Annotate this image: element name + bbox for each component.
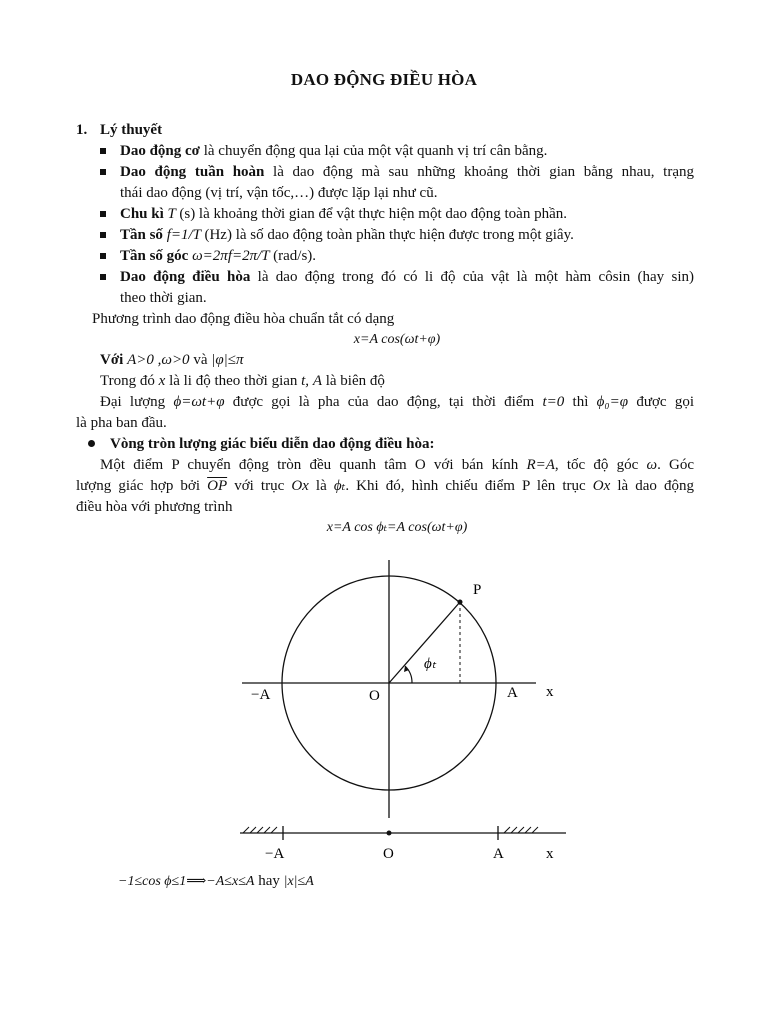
with-condition: A>0 ,ω>0 xyxy=(127,352,190,368)
phase-math: ϕ=ωt+φ xyxy=(173,394,225,410)
with-label: Với xyxy=(100,352,124,368)
axis-label-a: A xyxy=(493,846,504,862)
point-p xyxy=(458,600,463,605)
where-x: x xyxy=(158,373,166,389)
phase-text: Đại lượng xyxy=(100,394,174,410)
label-p: P xyxy=(473,582,482,598)
phase-line-2: là pha ban đầu. xyxy=(76,415,167,431)
bullet-continuation: theo thời gian. xyxy=(120,290,207,306)
with-and: và xyxy=(193,352,208,368)
circle-math: Ox xyxy=(592,478,611,494)
bullet-text: (Hz) là số dao động toàn phần thực hiện được trong một giây. xyxy=(204,227,574,243)
bullet-math: T xyxy=(163,206,180,222)
bullet-text: là dao động trong đó có li độ của vật là một hàm côsin (hay sin) xyxy=(250,269,694,285)
label-a: A xyxy=(507,685,518,701)
bullet-math: ω=2πf=2π/T xyxy=(188,248,274,264)
where-A: A xyxy=(312,373,322,389)
bullet-text: (s) là khoảng thời gian để vật thực hiện một dao động toàn phần. xyxy=(179,206,568,222)
axis-label-o: O xyxy=(383,846,394,862)
circle-math: Ox xyxy=(291,478,309,494)
bullet-continuation: thái dao động (vị trí, vận tốc,…) được lặp lại như cũ. xyxy=(120,185,438,201)
label-o: O xyxy=(369,688,380,704)
circle-paragraph-end: điều hòa với phương trình xyxy=(76,499,233,515)
where-t: t, xyxy=(301,373,310,389)
bullet-term: Tần số xyxy=(120,227,163,243)
equation-1: x=A cos(ωt+φ) xyxy=(353,332,441,347)
bottom-eq-hay: hay xyxy=(258,873,280,889)
label-x: x xyxy=(546,684,554,700)
circle-heading: Vòng tròn lượng giác biểu diễn dao động điều hòa: xyxy=(110,436,435,452)
circle-math-vector: $\overline{OP}$ xyxy=(207,478,228,494)
where-text: là li độ theo thời gian xyxy=(165,373,302,389)
label-neg-a: −A xyxy=(251,687,271,703)
circle-text: là xyxy=(308,478,334,494)
bullet-text: là chuyển động qua lại của một vật quanh vị trí cân bằng. xyxy=(199,143,548,159)
bullet-text: (rad/s). xyxy=(273,248,317,264)
phase-text: được gọi là pha của dao động, tại thời điểm xyxy=(224,394,543,410)
bullet-text: là dao động mà sau những khoảng thời gian bằng nhau, trạng xyxy=(264,164,694,180)
equation-intro: Phương trình dao động điều hòa chuẩn tắt có dạng xyxy=(92,311,395,327)
axis-label-x: x xyxy=(546,846,554,862)
section-number: 1. xyxy=(76,122,88,138)
where-text: Trong đó xyxy=(100,373,159,389)
bullet-term: Chu kì xyxy=(120,206,164,222)
with-phi: |φ|≤π xyxy=(211,352,244,368)
bullet-term: Dao động điều hòa xyxy=(120,269,251,285)
page-title: DAO ĐỘNG ĐIỀU HÒA xyxy=(290,70,478,89)
bullet-term: Dao động tuần hoàn xyxy=(120,164,265,180)
bullet-term: Tần số góc xyxy=(120,248,189,264)
circle-math: ω xyxy=(646,457,658,473)
hatch-left xyxy=(243,827,277,833)
circle-text: Một điểm P chuyển động tròn đều quanh tâm O với bán kính xyxy=(100,457,527,473)
tick-o xyxy=(387,831,392,836)
circle-math: ϕₜ xyxy=(333,478,346,494)
circle-text: với trục xyxy=(227,478,292,494)
circle-text: . Khi đó, hình chiếu điểm P lên trục xyxy=(345,478,593,494)
phase-text: thì xyxy=(564,394,597,410)
phase-math: t=0 xyxy=(542,394,565,410)
circle-text: lượng giác hợp bởi xyxy=(76,478,208,494)
section-heading: Lý thuyết xyxy=(100,122,163,138)
bullet-term: Dao động cơ xyxy=(120,143,200,159)
phase-text: được gọi xyxy=(628,394,695,410)
axis-label-neg-a: −A xyxy=(265,846,285,862)
label-phi: ϕₜ xyxy=(424,656,437,672)
bullet-math: f=1/T xyxy=(162,227,205,243)
circle-text: là dao động xyxy=(610,478,694,494)
hatch-right xyxy=(504,827,538,833)
circle-math: R=A xyxy=(526,457,555,473)
bottom-eq-left: −1≤cos ϕ≤1⟹−A≤x≤A xyxy=(118,874,255,889)
bottom-eq-right: |x|≤A xyxy=(283,874,314,889)
circle-text: , tốc độ góc xyxy=(554,457,647,473)
circle-text: . Góc xyxy=(657,457,695,473)
equation-2: x=A cos ϕₜ=A cos(ωt+φ) xyxy=(326,520,468,535)
where-text: là biên độ xyxy=(321,373,385,389)
phase-math: ϕ₀=φ xyxy=(596,394,629,410)
bottom-equation xyxy=(118,872,314,891)
